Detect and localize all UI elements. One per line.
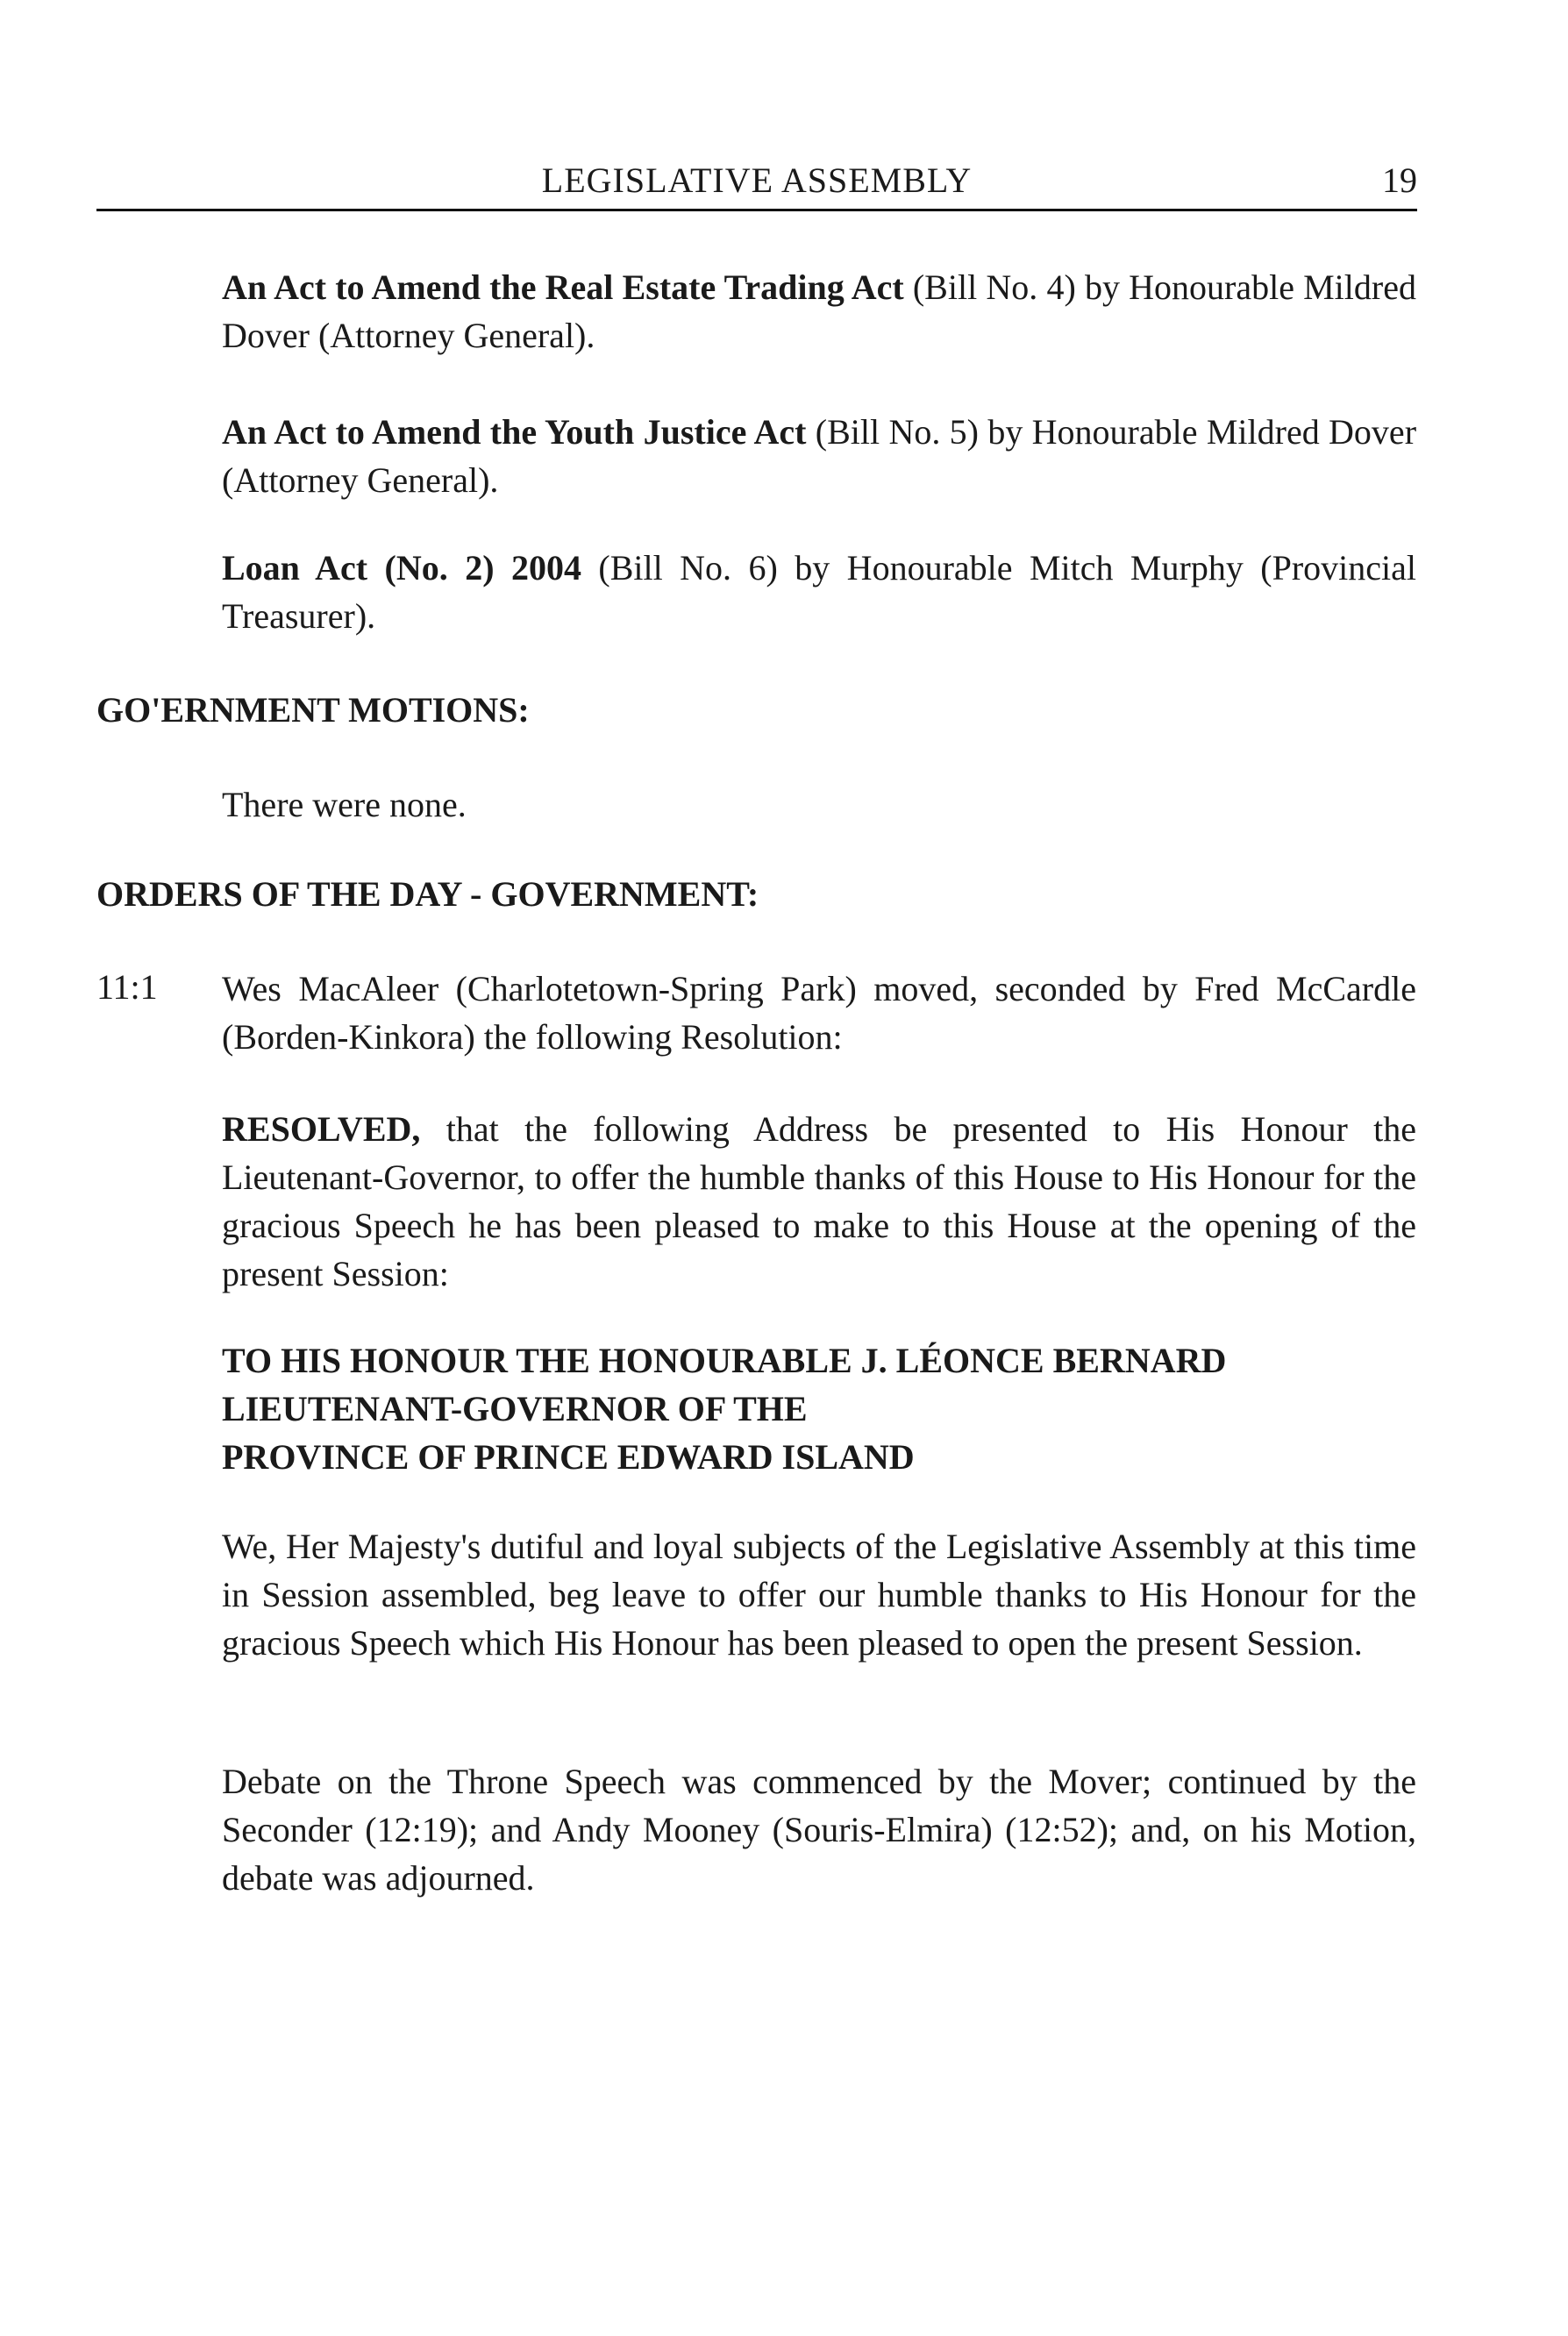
resolved-text: that the following Address be presented to His Honour the Lieutenant-Governor, to offer the humble thanks of this House to His Honour for the gracious Speech he has been pleased to make to this House at the opening of the present Session: <box>222 1109 1416 1293</box>
orders-of-the-day-heading: ORDERS OF THE DAY - GOVERNMENT: <box>96 874 759 914</box>
debate-text: Debate on the Throne Speech was commenced by the Mover; continued by the Seconder (12:19); and Andy Mooney (Souris-Elmira) (12:52); and, on his Motion, debate was adjourned. <box>222 1762 1416 1898</box>
resolution-paragraph <box>222 1105 1416 1298</box>
bill-entry-2 <box>222 408 1416 504</box>
bill-details: (Bill No. 6) by Honourable Mitch Murphy (Provincial Treasurer). <box>222 548 1416 636</box>
page-number: 19 <box>1382 160 1417 200</box>
motion-text: Wes MacAleer (Charlotetown-Spring Park) moved, seconded by Fred McCardle (Borden-Kinkora) the following Resolution: <box>222 969 1416 1057</box>
page-header-title: LEGISLATIVE ASSEMBLY <box>541 160 973 200</box>
bill-details: (Bill No. 4) by Honourable Mildred Dover (Attorney General). <box>222 267 1416 355</box>
bill-title: Loan Act (No. 2) 2004 <box>222 548 581 588</box>
bill-entry-3 <box>222 544 1416 640</box>
address-text: We, Her Majesty's dutiful and loyal subjects of the Legislative Assembly at this time in Session assembled, beg leave to offer our humble thanks to His Honour for the gracious Speech which His Honour has been pleased to open the present Session. <box>222 1527 1416 1663</box>
bill-title: An Act to Amend the Youth Justice Act <box>222 412 807 452</box>
address-line-1: TO HIS HONOUR THE HONOURABLE J. LÉONCE BERNARD <box>222 1341 1227 1380</box>
resolved-label: RESOLVED, <box>222 1109 421 1149</box>
page-header <box>96 160 1417 211</box>
motion-timestamp: 11:1 <box>96 967 158 1007</box>
bill-title: An Act to Amend the Real Estate Trading Act <box>222 267 904 307</box>
government-motions-text: There were none. <box>222 785 467 824</box>
bill-details: (Bill No. 5) by Honourable Mildred Dover (Attorney General). <box>222 412 1417 500</box>
address-line-2: LIEUTENANT-GOVERNOR OF THE <box>222 1389 808 1428</box>
address-heading <box>222 1336 1416 1481</box>
address-line-3: PROVINCE OF PRINCE EDWARD ISLAND <box>222 1437 915 1477</box>
bill-entry-1 <box>222 263 1416 360</box>
government-motions-heading: GO'ERNMENT MOTIONS: <box>96 690 530 730</box>
